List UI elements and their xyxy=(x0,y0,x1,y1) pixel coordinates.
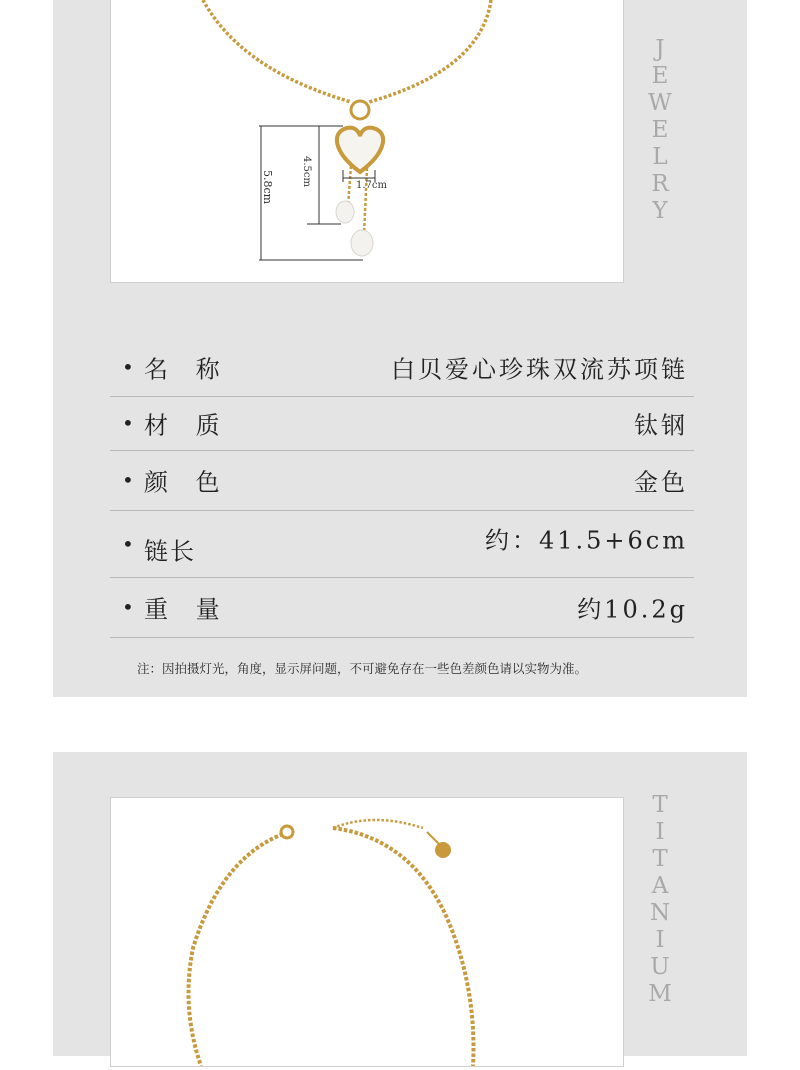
bullet: • xyxy=(122,531,134,556)
spec-label: 名 称 xyxy=(144,355,230,383)
spec-value: 金色 xyxy=(634,468,688,497)
spec-row-color xyxy=(110,450,694,511)
necklace-photo-frame xyxy=(110,0,624,283)
spec-label: 材 质 xyxy=(144,411,230,440)
gold-chain-necklace-image xyxy=(111,798,623,1066)
bullet: • xyxy=(122,468,134,492)
spec-row-weight xyxy=(110,577,694,638)
spec-value: 钛钢 xyxy=(634,411,688,440)
spec-row-name xyxy=(110,337,694,397)
spec-value: 白贝爱心珍珠双流苏项链 xyxy=(391,355,688,383)
vertical-word-titanium: T I T A N I U M xyxy=(648,792,672,1007)
spec-label: 链长 xyxy=(144,537,196,566)
spec-label: 重 量 xyxy=(144,595,230,624)
necklace-full-photo-frame xyxy=(110,797,624,1067)
color-disclaimer-note: 注：因拍摄灯光，角度，显示屏问题，不可避免存在一些色差颜色请以实物为准。 xyxy=(137,661,588,676)
total-length-label: 5.8cm xyxy=(261,170,274,205)
heart-width-label: 1.7cm xyxy=(356,180,387,191)
spec-row-material xyxy=(110,396,694,451)
spec-row-chain-length xyxy=(110,510,694,578)
product-spec-panel xyxy=(53,0,747,697)
product-photo-panel xyxy=(53,752,747,1056)
spec-label: 颜 色 xyxy=(144,468,230,497)
bullet: • xyxy=(122,354,134,379)
vertical-word-jewelry: J E W E L R Y xyxy=(648,36,672,224)
pendant-length-label: 4.5cm xyxy=(301,156,312,187)
bullet: • xyxy=(122,411,134,435)
spec-value: 约10.2g xyxy=(577,595,688,624)
bullet: • xyxy=(122,595,134,619)
spec-value: 约：41.5+6cm xyxy=(484,526,688,555)
pearl-heart-necklace-image xyxy=(111,0,623,282)
